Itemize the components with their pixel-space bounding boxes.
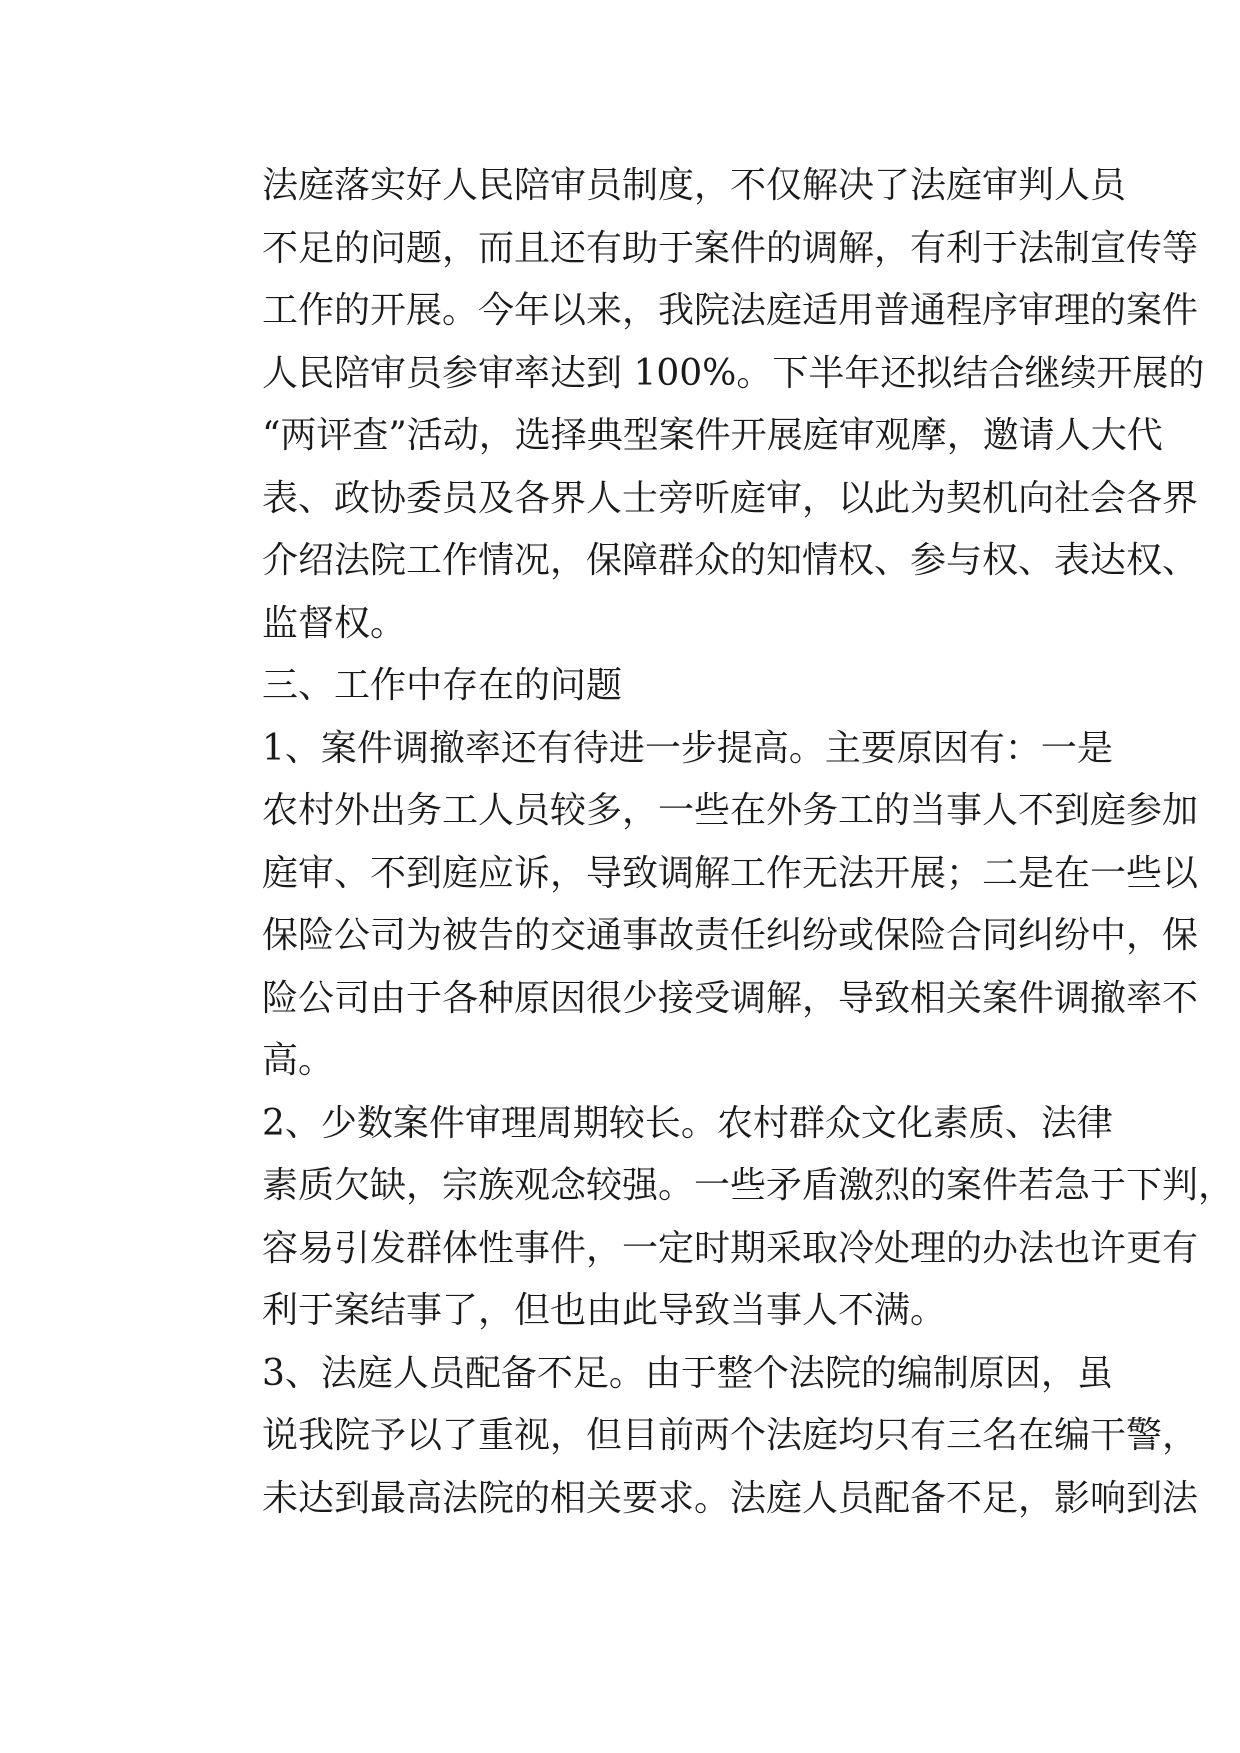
text-line: 未达到最高法院的相关要求。法庭人员配备不足，影响到法	[262, 1477, 1199, 1519]
text-line: 高。	[262, 1040, 335, 1081]
text-line: 利于案结事了，但也由此导致当事人不满。	[262, 1290, 947, 1331]
text-line: 人民陪审员参审率达到 100%。下半年还拟结合继续开展的	[262, 352, 1205, 394]
text-line: 3、法庭人员配备不足。由于整个法院的编制原因，虽	[262, 1352, 1113, 1394]
text-line: 工作的开展。今年以来，我院法庭适用普通程序审理的案件	[262, 290, 1199, 331]
text-line: 介绍法院工作情况，保障群众的知情权、参与权、表达权、	[262, 540, 1199, 581]
heading-text: 三、工作中存在的问题	[262, 665, 623, 706]
text-line: 农村外出务工人员较多，一些在外务工的当事人不到庭参加	[262, 790, 1199, 831]
text-line: 不足的问题，而且还有助于案件的调解，有利于法制宣传等	[262, 227, 1199, 269]
text-line: 1、案件调撤率还有待进一步提高。主要原因有：一是	[262, 727, 1113, 769]
paragraph-problem-3	[190, 1343, 1199, 1531]
text-line: 素质欠缺，宗族观念较强。一些矛盾激烈的案件若急于下判，	[262, 1165, 1235, 1206]
text-line: 监督权。	[262, 602, 407, 644]
text-line: 2、少数案件审理周期较长。农村群众文化素质、法律	[262, 1102, 1113, 1144]
text-line: 保险公司为被告的交通事故责任纠纷或保险合同纠纷中，保	[262, 915, 1199, 956]
paragraph-problem-1	[190, 718, 1199, 1093]
text-line: 庭审、不到庭应诉，导致调解工作无法开展；二是在一些以	[262, 852, 1199, 894]
text-line: “两评查”活动，选择典型案件开展庭审观摩，邀请人大代	[262, 415, 1163, 456]
section-heading-problems	[190, 655, 1056, 718]
text-line: 法庭落实好人民陪审员制度，不仅解决了法庭审判人员	[262, 165, 1127, 206]
document-body	[190, 155, 1235, 1530]
text-line: 说我院予以了重视，但目前两个法庭均只有三名在编干警，	[262, 1415, 1199, 1456]
text-line: 容易引发群体性事件，一定时期采取冷处理的办法也许更有	[262, 1227, 1199, 1269]
text-line: 险公司由于各种原因很少接受调解，导致相关案件调撤率不	[262, 977, 1199, 1019]
paragraph-problem-2	[190, 1093, 1235, 1343]
text-line: 表、政协委员及各界人士旁听庭审，以此为契机向社会各界	[262, 477, 1199, 519]
paragraph-jury-system	[190, 155, 1205, 655]
